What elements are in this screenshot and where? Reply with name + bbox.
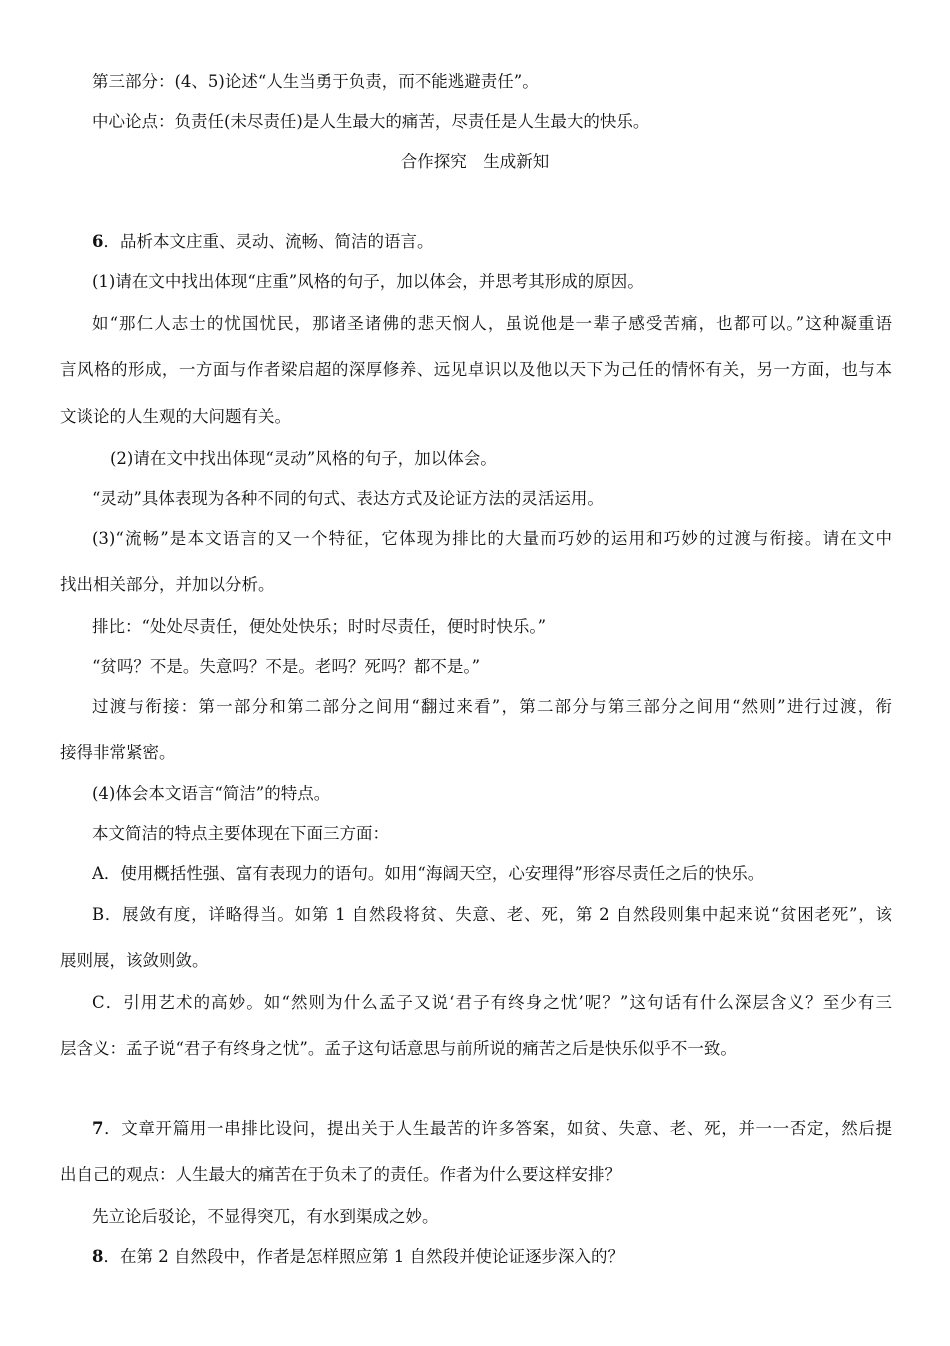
question-6-1-answer-line-3: 文谈论的人生观的大问题有关。 bbox=[60, 407, 291, 426]
question-7-answer: 先立论后驳论，不显得突兀，有水到渠成之妙。 bbox=[92, 1207, 439, 1226]
question-6-4-answer-b-line-2: 展则展，该敛则敛。 bbox=[60, 951, 209, 970]
question-6-1-answer-line-1: 如“那仁人志士的忧国忧民，那诸圣诸佛的悲天悯人，虽说他是一辈子感受苦痛，也都可以。”这种凝重语 bbox=[92, 314, 892, 333]
question-6-3-answer-transition-1: 过渡与衔接：第一部分和第二部分之间用“翻过来看”，第二部分与第三部分之间用“然则”进行过渡，衔 bbox=[92, 697, 892, 716]
question-6-3-answer-quote: “贫吗？不是。失意吗？不是。老吗？死吗？都不是。” bbox=[92, 657, 481, 676]
question-6-2: (2)请在文中找出体现“灵动”风格的句子，加以体会。 bbox=[110, 449, 497, 468]
question-8-text: ．在第 2 自然段中，作者是怎样照应第 1 自然段并使论证逐步深入的？ bbox=[103, 1247, 624, 1266]
central-argument-line: 中心论点：负责任(未尽责任)是人生最大的痛苦，尽责任是人生最大的快乐。 bbox=[92, 112, 650, 131]
question-6-4-answer-a: A．使用概括性强、富有表现力的语句。如用“海阔天空，心安理得”形容尽责任之后的快乐。 bbox=[92, 864, 765, 883]
section-title: 合作探究 生成新知 bbox=[400, 152, 550, 171]
question-8 bbox=[92, 1247, 892, 1267]
question-6-4: (4)体会本文语言“简洁”的特点。 bbox=[92, 784, 331, 803]
question-7-text-1: ．文章开篇用一串排比设问，提出关于人生最苦的许多答案，如贫、失意、老、死，并一一否定，然后提 bbox=[103, 1119, 892, 1138]
part-three-line: 第三部分：(4、5)论述“人生当勇于负责，而不能逃避责任”。 bbox=[92, 72, 539, 91]
question-6-3-answer-transition-2: 接得非常紧密。 bbox=[60, 743, 176, 762]
question-6-3-answer-parallelism: 排比：“处处尽责任，便处处快乐；时时尽责任，便时时快乐。” bbox=[92, 617, 547, 636]
question-6-1: (1)请在文中找出体现“庄重”风格的句子，加以体会，并思考其形成的原因。 bbox=[92, 272, 644, 291]
question-6-4-answer-b-line-1: B．展敛有度，详略得当。如第 1 自然段将贫、失意、老、死，第 2 自然段则集中起来说“贫困老死”，该 bbox=[92, 905, 892, 924]
question-6-3-line-1: (3)“流畅”是本文语言的又一个特征，它体现为排比的大量而巧妙的运用和巧妙的过渡与衔接。请在文中 bbox=[92, 529, 892, 548]
question-6-4-answer-c-line-2: 层含义：孟子说“君子有终身之忧”。孟子这句话意思与前所说的痛苦之后是快乐似乎不一致。 bbox=[60, 1039, 737, 1058]
question-7-number: 7 bbox=[92, 1119, 104, 1138]
question-6-3-line-2: 找出相关部分，并加以分析。 bbox=[60, 575, 275, 594]
question-7-line-2: 出自己的观点：人生最大的痛苦在于负未了的责任。作者为什么要这样安排？ bbox=[60, 1165, 621, 1184]
question-6-1-answer-line-2: 言风格的形成，一方面与作者梁启超的深厚修养、远见卓识以及他以天下为己任的情怀有关，另一方面，也与本 bbox=[60, 360, 892, 379]
question-8-number: 8 bbox=[92, 1247, 104, 1266]
question-6-text: ．品析本文庄重、灵动、流畅、简洁的语言。 bbox=[103, 232, 434, 251]
question-6-2-answer: “灵动”具体表现为各种不同的句式、表达方式及论证方法的灵活运用。 bbox=[92, 489, 604, 508]
question-6-number: 6 bbox=[92, 232, 104, 251]
question-6 bbox=[92, 232, 892, 252]
question-7-line-1 bbox=[92, 1119, 892, 1139]
question-6-4-answer-intro: 本文简洁的特点主要体现在下面三方面： bbox=[92, 824, 389, 843]
question-6-4-answer-c-line-1: C．引用艺术的高妙。如“然则为什么孟子又说‘君子有终身之忧’呢？”这句话有什么深层含义？至少有三 bbox=[92, 993, 892, 1012]
